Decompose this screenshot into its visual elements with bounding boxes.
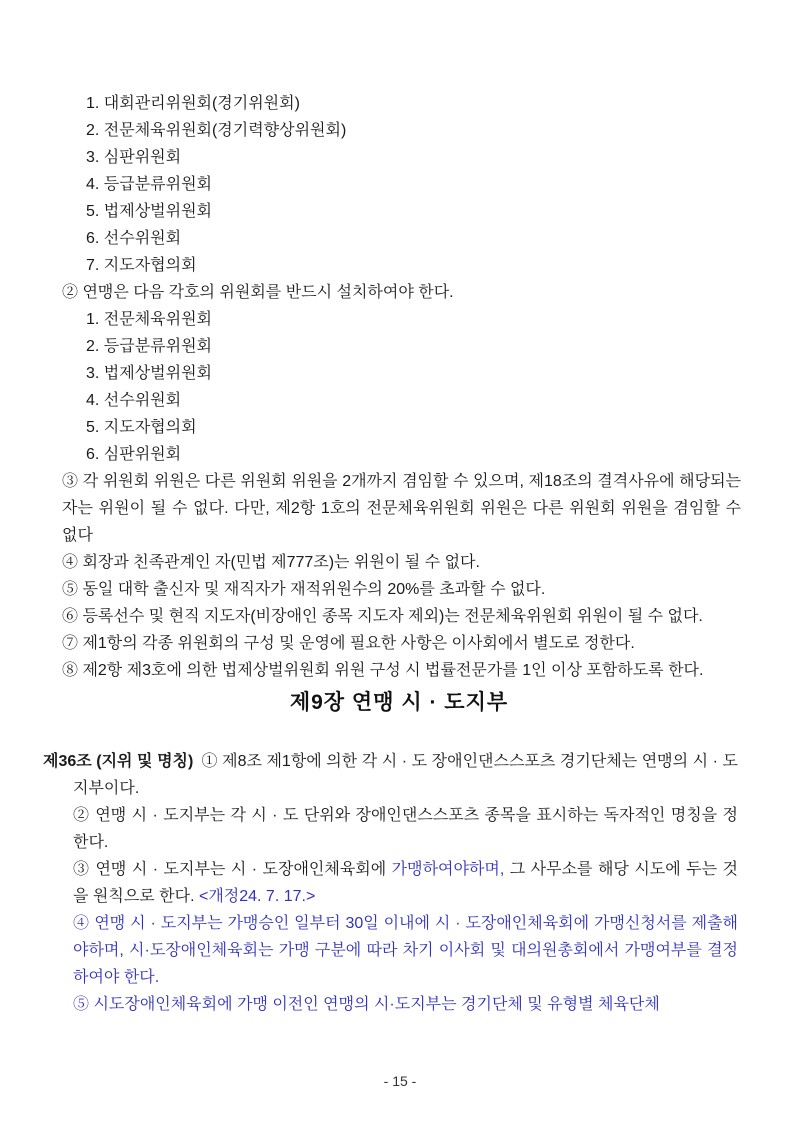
paragraph-clause-8: ⑧ 제2항 제3호에 의한 법제상벌위원회 위원 구성 시 법률전문가를 1인 이상 포함하도록 한다. (62, 662, 704, 679)
list-item: 4. 등급분류위원회 (86, 176, 212, 193)
page-number: - 15 - (383, 1073, 417, 1089)
list-item: 3. 심판위원회 (86, 149, 182, 166)
article-36-paragraph-5-amended: ⑤ 시도장애인체육회에 가맹 이전인 연맹의 시·도지부는 경기단체 및 유형별 체육단체 (73, 996, 660, 1013)
paragraph-3-text: ③ 연맹 시 · 도지부는 시 · 도장애인체육회에 (73, 861, 392, 878)
list-item: 1. 대회관리위원회(경기위원회) (86, 95, 300, 112)
article-36-paragraph-3 (73, 856, 738, 910)
list-item: 2. 등급분류위원회 (86, 338, 212, 355)
list-item: 5. 지도자협의회 (86, 419, 197, 436)
list-item: 3. 법제상벌위원회 (86, 365, 212, 382)
article-36-section (43, 748, 755, 1018)
committee-list-1 (62, 90, 741, 279)
committee-section (62, 90, 741, 684)
paragraph-3-amended-text: 가맹하여야하며, (391, 861, 505, 878)
paragraph-3-text: 그 사무소를 해당 시도에 두는 것을 원칙으로 한다. (73, 861, 738, 905)
article-36-paragraph-4-amended: ④ 연맹 시 · 도지부는 가맹승인 일부터 30일 이내에 시 · 도장애인체육회에 가맹신청서를 제출해야하며, 시·도장애인체육회는 가맹 구분에 따라 차기 이사회 및 대의원총회에서 가맹여부를 결정하여야 한다. (73, 915, 738, 986)
paragraph-clause-5: ⑤ 동일 대학 출신자 및 재직자가 재적위원수의 20%를 초과할 수 없다. (62, 581, 546, 598)
list-item: 5. 법제상벌위원회 (86, 203, 212, 220)
list-item: 6. 심판위원회 (86, 446, 182, 463)
list-item: 2. 전문체육위원회(경기력향상위원회) (86, 122, 347, 139)
committee-list-2 (62, 306, 741, 468)
paragraph-clause-4: ④ 회장과 친족관계인 자(민법 제777조)는 위원이 될 수 없다. (62, 554, 480, 571)
amendment-date-note: <개정24. 7. 17.> (198, 888, 316, 905)
list-item: 4. 선수위원회 (86, 392, 182, 409)
paragraph-clause-3: ③ 각 위원회 위원은 다른 위원회 위원을 2개까지 겸임할 수 있으며, 제18조의 결격사유에 해당되는 자는 위원이 될 수 없다. 다만, 제2항 1호의 전문체육위원회 위원은 다른 위원회 위원을 겸임할 수 없다 (62, 473, 741, 544)
list-item: 7. 지도자협의회 (86, 257, 197, 274)
list-item: 6. 선수위원회 (86, 230, 182, 247)
article-36-paragraph-1 (43, 748, 739, 802)
paragraph-clause-2: ② 연맹은 다음 각호의 위원회를 반드시 설치하여야 한다. (62, 284, 454, 301)
article-36-paragraph-2: ② 연맹 시 · 도지부는 각 시 · 도 단위와 장애인댄스스포츠 종목을 표시하는 독자적인 명칭을 정한다. (73, 807, 738, 851)
article-36-paragraph-1-text: ① 제8조 제1항에 의한 각 시 · 도 장애인댄스스포츠 경기단체는 연맹의 시 · 도지부이다. (73, 753, 739, 797)
chapter-9-title: 제9장 연맹 시 · 도지부 (289, 691, 509, 714)
list-item: 1. 전문체육위원회 (86, 311, 212, 328)
article-36-label: 제36조 (지위 및 명칭) (43, 753, 194, 770)
paragraph-clause-7: ⑦ 제1항의 각종 위원회의 구성 및 운영에 필요한 사항은 이사회에서 별도로 정한다. (62, 635, 635, 652)
paragraph-clause-6: ⑥ 등록선수 및 현직 지도자(비장애인 종목 지도자 제외)는 전문체육위원회 위원이 될 수 없다. (62, 608, 703, 625)
